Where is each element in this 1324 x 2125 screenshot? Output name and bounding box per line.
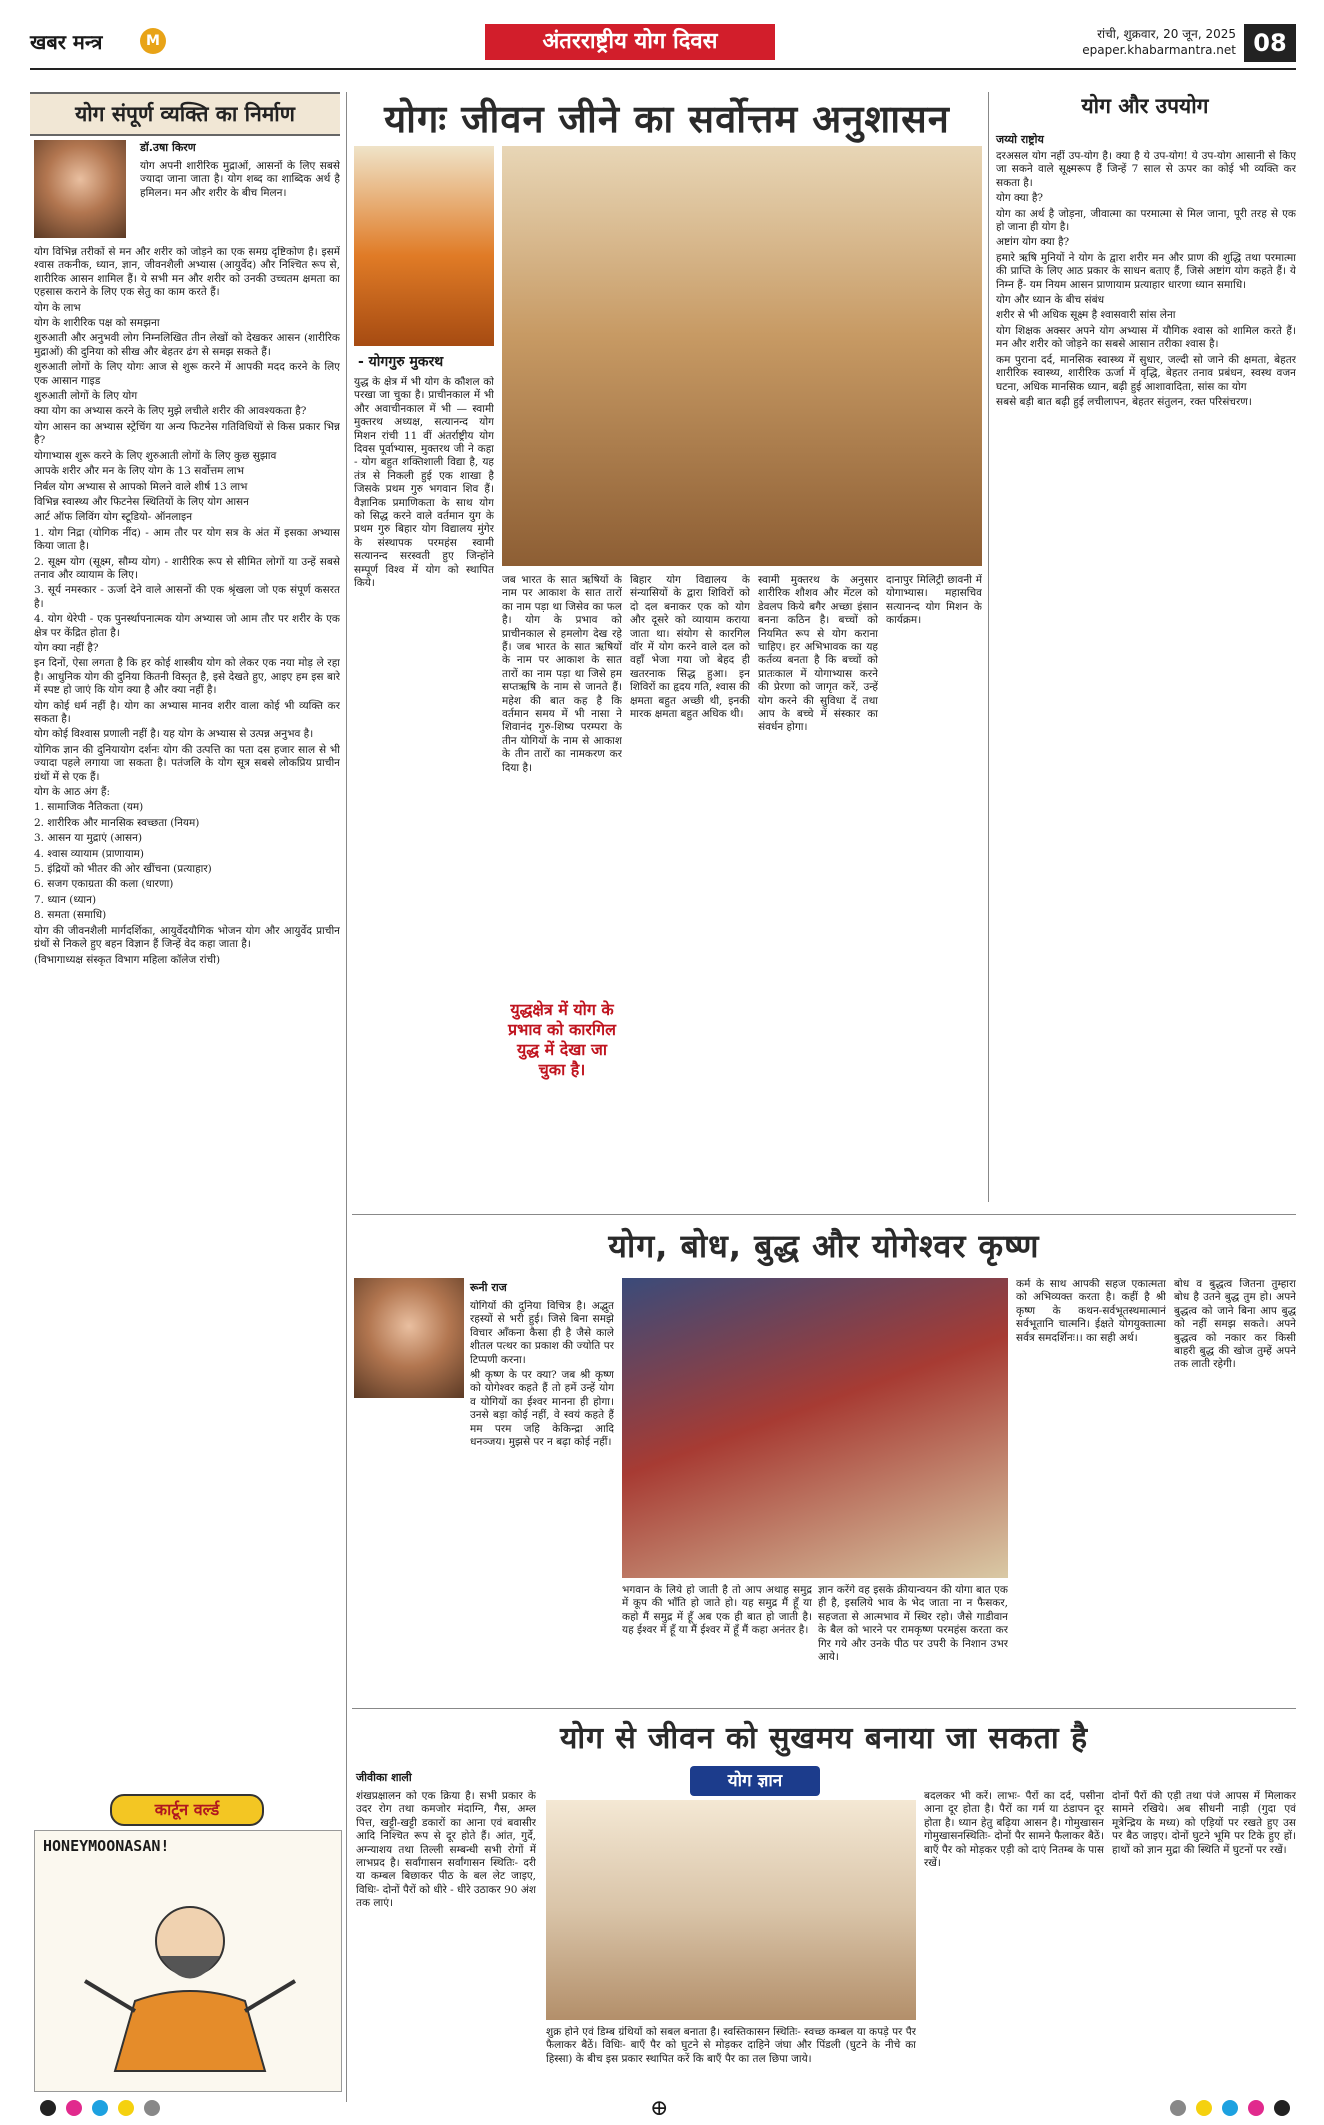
paragraph: 3. सूर्य नमस्कार - ऊर्जा देने वाले आसनों की एक श्रृंखला जो एक संपूर्ण कसरत है। — [34, 584, 340, 610]
list-item: 5. इंद्रियों को भीतर की ओर खींचना (प्रत्याहार) — [34, 863, 212, 876]
author-photo — [34, 140, 126, 238]
second-author-photo — [354, 1278, 464, 1398]
paragraph: ज्ञान करेंगे वह इसके क्रीयान्वयन की योगा बात एक ही है, इसलिये भाव के भेद जाता ना न फैसकर, सहजता से आत्मभाव में स्थिर रहो। जैसे गाडीवान के बैल को भारने पर रामकृष्ण परमहंस करता कर गिर गये और उनके पीठ पर उपरी के निशान उभर आये। — [818, 1584, 1008, 1664]
left-author: डॉ.उषा किरण — [140, 141, 196, 154]
list-item: 2. शारीरिक और मानसिक स्वच्छता (नियम) — [34, 816, 200, 829]
yoga-gyan-badge: योग ज्ञान — [690, 1766, 820, 1796]
newspaper-logo[interactable]: खबर मन्त्र — [30, 30, 103, 54]
page-number: 08 — [1244, 24, 1296, 62]
paragraph: योगाभ्यास शुरू करने के लिए शुरुआती लोगों के लिए कुछ सुझाव — [34, 449, 277, 462]
paragraph: योग की जीवनशैली मार्गदर्शिका, आयुर्वेदयौगिक भोजन योग और आयुर्वेद प्राचीन ग्रंथों से निकले हुए बहन विज्ञान हैं जिन्हें वेद कहा जाता है। — [34, 924, 340, 951]
paragraph: हमारे ऋषि मुनियों ने योग के द्वारा शरीर मन और प्राण की शुद्धि तथा परमात्मा की प्राप्ति के लिए आठ प्रकार के साधन बताए हैं, जिसे अष्टांग योग कहते हैं। ये निम्न हैं- यम नियम आसन प्राणायाम प्रत्याहार धारणा ध्यान समाधि। — [996, 251, 1296, 291]
second-col-3 — [818, 1584, 1008, 1700]
paragraph: कर्म के साथ आपकी सहज एकात्मता को अभिव्यक्त करता है। कहीं है श्री कृष्ण के कथन-सर्वभूतस्थमात्मानं सर्वभूतानि चात्मनि। ईक्षते योगयुक्तात्मा सर्वत्र समदर्शिनः।। का सही अर्थ। — [1016, 1278, 1166, 1344]
subhead: योग क्या नहीं है? — [34, 641, 99, 654]
photo-credit: दानापुर मिलिट्री छावनी में योगाभ्यास। महासचिव सत्यानन्द योग मिशन के कार्यक्रम। — [886, 574, 982, 627]
third-author: जीवीका शाली — [356, 1771, 412, 1784]
color-dot — [1248, 2100, 1264, 2116]
lead-col-2 — [502, 574, 622, 994]
subhead: योग क्या है? — [996, 192, 1044, 205]
color-dot — [1196, 2100, 1212, 2116]
color-registration-left — [40, 2100, 160, 2116]
third-col-4 — [1112, 1790, 1296, 2090]
yoga-guru-photo — [354, 146, 494, 346]
section-divider — [352, 1214, 1296, 1215]
lead-col-1 — [354, 376, 494, 1206]
subhead: योग के आठ अंग हैं: — [34, 786, 111, 799]
color-dot — [1222, 2100, 1238, 2116]
paragraph: क्या योग का अभ्यास करने के लिए मुझे लचीले शरीर की आवश्यकता है? — [34, 405, 307, 418]
list-item: 4. श्वास व्यायाम (प्राणायाम) — [34, 847, 144, 860]
second-col-2 — [622, 1584, 812, 1700]
second-headline: योग, बोध, बुद्ध और योगेश्वर कृष्ण — [608, 1227, 1040, 1265]
paragraph: 1. योग निद्रा (योगिक नींद) - आम तौर पर योग सत्र के अंत में इसका अभ्यास किया जाता है। — [34, 526, 340, 553]
list-item: 3. आसन या मुद्राएं (आसन) — [34, 832, 143, 845]
paragraph: विभिन्न स्वास्थ्य और फिटनेस स्थितियों के लिए योग आसन — [34, 495, 249, 508]
dateline — [1082, 26, 1236, 58]
right-column-title: योग और उपयोग — [1081, 94, 1209, 118]
paragraph: योग कोई विश्वास प्रणाली नहीं है। यह योग के अभ्यास से उत्पन्न अनुभव है। — [34, 728, 314, 741]
subhead: शरीर से भी अधिक सूक्ष्म है श्वासवारी सांस लेना — [996, 309, 1176, 322]
paragraph: इन दिनों, ऐसा लगता है कि हर कोई शास्त्रीय योग को लेकर एक नया मोड़ ले रहा है। आधुनिक योग की दुनिया कितनी विस्तृत है, इसे देखते हुए, आइए हम इस बारे में स्पष्ट हो जाएं कि योग क्या है और क्या नहीं है। — [34, 657, 340, 697]
color-dot — [66, 2100, 82, 2116]
author-note: (विभागाध्यक्ष संस्कृत विभाग महिला कॉलेज रांची) — [34, 953, 221, 966]
paragraph: शुक्र होने एवं डिम्ब ग्रंथियों को सबल बनाता है। स्वस्तिकासन स्थितिः- स्वच्छ कम्बल या कपड़े पर पैर फैलाकर बैठें। विधिः- बाएँ पैर को घुटने से मोड़कर दाहिने जंघा और पिंडली (घुटने के नीचे का हिस्सा) के बीच इस प्रकार स्थापित करें कि बाएँ पैर का तल छिपा जाये। — [546, 2026, 916, 2065]
paragraph: 2. सूक्ष्म योग (सूक्ष्म, सौम्य योग) - शारीरिक रूप से सीमित लोगों या उन्हें सबसे तनाव और व्यायाम के लिए। — [34, 555, 340, 581]
color-dot — [1274, 2100, 1290, 2116]
cartoon-figure-icon — [75, 1871, 305, 2081]
paragraph: शुरुआती लोगों के लिए योगः आज से शुरू करने में आपकी मदद करने के लिए एक आसान गाइड — [34, 361, 340, 387]
paragraph: शुरुआती लोगों के लिए योग — [34, 390, 138, 403]
paragraph: बिहार योग विद्यालय के संन्यासियों के द्वारा शिविरों को दो दल बनाकर एक को योग और दूसरे को व्यायाम कराया जाता था। संयोग से कारगिल वॉर में योग करने वाले दल को वहाँ भेजा गया जो बेहद ही खतरनाक सिद्ध हुआ। इन शिविरों का हृदय गति, श्वास की क्षमता बहुत अच्छी थी, इनकी मारक क्षमता बहुत अधिक थी। — [630, 574, 750, 721]
column-divider — [988, 92, 989, 1202]
subhead: योग और ध्यान के बीच संबंध — [996, 294, 1105, 307]
paragraph: 4. योग थेरेपी - एक पुनर्स्थापनात्मक योग अभ्यास जो आम तौर पर शरीर के एक क्षेत्र पर केंद्रित होता है। — [34, 613, 340, 639]
paragraph: भगवान के लिये हो जाती है तो आप अथाह समुद्र में कूप की भाँति हो जाते हो। यह समुद्र मैं हूँ या कहो मैं समुद्र में हूँ अब एक ही बात हो जाती है। यह ईश्वर में हूँ या मैं ईश्वर में हूँ मैं कहा अनंतर है। — [622, 1584, 812, 1637]
lead-photo-yoga-session — [502, 146, 982, 566]
paragraph: श्री कृष्ण के पर क्या? जब श्री कृष्ण को योगेश्वर कहते हैं तो हमें उन्हें योग व योगियों का ईश्वर मानना ही होगा। उनसे बड़ा कोई नहीं, वे स्वयं कहते हैं मम परम जहि केकिन्द्रा आदि धनञ्जय। मुझसे पर न बढ़ा कोई नहीं। — [470, 1369, 614, 1449]
color-dot — [92, 2100, 108, 2116]
left-intro — [140, 160, 340, 240]
paragraph: दोनों पैरों की एड़ी तथा पंजे आपस में मिलाकर सामने रखिये। अब सीधनी नाड़ी (गुदा एवं मूत्रेन्द्रिय के मध्य) को एड़ियों पर रखते हुए उस पर बैठ जाइए। दोनों घुटने भूमि पर टिके हुए हों। हाथों को ज्ञान मुद्रा की स्थिति में घुटनों पर रखें। — [1112, 1790, 1296, 1856]
lead-headline: योगः जीवन जीने का सर्वोत्तम अनुशासन — [384, 97, 950, 141]
second-photo-yoga-crowd — [622, 1278, 1008, 1578]
right-author: जय्यो राष्ट्रोय — [996, 133, 1044, 146]
list-item: 6. सजग एकाग्रता की कला (धारणा) — [34, 878, 174, 891]
color-dot — [144, 2100, 160, 2116]
logo-mark-icon: M — [140, 28, 166, 54]
paragraph: जब भारत के सात ऋषियों के नाम पर आकाश के सात तारों का नाम पड़ा था जिसेव का फल है। योग के प्रभाव को प्राचीनकाल से हमलोग देख रहे हैं। जब भारत के सात ऋषियों के नाम पर आकाश के सात तारों का नाम पड़ा था जिसे हम सप्तऋषि के नाम से जानते हैं। महेश की बात कह है कि वर्तमान समय में भी नासा ने शिवानंद गुरु-शिष्य परम्परा के तीन योगियों के नाम से आकाश के तीन तारों का नामकरण कर दिया है। — [502, 574, 622, 774]
paragraph: युद्ध के क्षेत्र में भी योग के कौशल को परखा जा चुका है। प्राचीनकाल में भी और अवाचीनकाल में भी — स्वामी मुक्तरथ अध्यक्ष, सत्यानन्द योग मिशन रांची 11 वीं अंतर्राष्ट्रीय योग दिवस पूर्वाभ्यास, मुक्तरथ जी ने कहा - योग बहुत शक्तिशाली विद्या है, यह तंत्र से निकली हुई एक शाखा है जिसके प्रथम गुरु भगवान शिव हैं। वैज्ञानिक प्रमाणिकता के साथ योग को सिद्ध करने वाले वर्तमान युग के प्रथम गुरु बिहार योग विद्यालय मुंगेर के संस्थापक परमहंस स्वामी सत्यानन्द सरस्वती हुए जिन्होंने सम्पूर्ण विश्व में योग को स्थापित किये। — [354, 376, 494, 590]
paragraph: निर्बल योग अभ्यास से आपको मिलने वाले शीर्ष 13 लाभ — [34, 480, 248, 493]
lead-credits — [886, 574, 982, 1214]
paragraph: सबसे बड़ी बात बढ़ी हुई लचीलापन, बेहतर संतुलन, रक्त परिसंचरण। — [996, 395, 1252, 408]
paragraph: बदलकर भी करें। लाभः- पैरों का दर्द, पसीना आना दूर होता है। पैरों का गर्म या ठंडापन दूर होता है। ध्यान हेतु बढ़िया आसन है। गोमुखासन गोमुखासनस्थितिः- दोनों पैर सामने फैलाकर बैठें। बाएँ पैर को मोड़कर एड़ी को दाएं नितम्ब के पास रखें। — [924, 1790, 1104, 1870]
paragraph: स्वामी मुक्तरथ के अनुसार शारीरिक शौशव और मेंटल को डेवलप किये बगैर अच्छा इंसान बनना कठिन है। बच्चों को नियमित रूप से योग कराना चाहिए। हर अभिभावक का यह कर्तव्य बनता है कि बच्चों को प्रातःकाल में योगाभ्यास करने की प्रेरणा को जागृत करें, उन्हें योग करने की सुविधा दें तथा आप के बच्चे में संस्कार का संवर्धन होगा। — [758, 574, 878, 734]
list-item: 8. समता (समाधि) — [34, 909, 107, 922]
paragraph: योग कोई धर्म नहीं है। योग का अभ्यास मानव शरीर वाला कोई भी व्यक्ति कर सकता है। — [34, 699, 340, 725]
color-dot — [40, 2100, 56, 2116]
paragraph: योगिक ज्ञान की दुनियायोग दर्शनः योग की उत्पत्ति का पता दस हजार साल से भी ज्यादा पहले लगाया जा सकता है। पतंजलि के योग सूत्र सबसे लोकप्रिय प्राचीन ग्रंथों में से एक हैं। — [34, 743, 340, 783]
lead-byline: - योगगुरु मुकरथ — [358, 354, 444, 370]
paragraph: शुरुआती और अनुभवी लोग निम्नलिखित तीन लेखों को देखकर आसन (शारीरिक मुद्राओं) की दुनिया को सीख और बेहतर ढंग से समझ सकते हैं। — [34, 332, 340, 358]
third-col-3 — [924, 1790, 1104, 2090]
color-registration-right — [1170, 2100, 1290, 2116]
cartoon-badge: कार्टून वर्ल्ड — [110, 1794, 264, 1826]
paragraph: योग अपनी शारीरिक मुद्राओं, आसनों के लिए सबसे ज्यादा जाना जाता है। योग शब्द का शाब्दिक अर्थ है हमिलन। मन और शरीर के बीच मिलन। — [140, 160, 340, 199]
third-col-1 — [356, 1790, 536, 2090]
subhead: अष्टांग योग क्या है? — [996, 236, 1070, 249]
second-col-5 — [1174, 1278, 1296, 1698]
paragraph: आपके शरीर और मन के लिए योग के 13 सर्वोत्तम लाभ — [34, 465, 244, 478]
paragraph: आर्ट ऑफ लिविंग योग स्टूडियो- ऑनलाइन — [34, 511, 193, 524]
color-dot — [1170, 2100, 1186, 2116]
paragraph: योग का अर्थ है जोड़ना, जीवात्मा का परमात्मा से मिल जाना, पूरी तरह से एक हो जाना ही योग है। — [996, 207, 1296, 234]
subhead: योग के लाभ — [34, 301, 81, 314]
third-headline: योग से जीवन को सुखमय बनाया जा सकता है — [559, 1721, 1089, 1756]
paragraph: शंखप्रक्षालन को एक क्रिया है। सभी प्रकार के उदर रोग तथा कमजोर मंदाग्नि, गैस, अम्ल पित्त, खट्टी-खट्टी डकारों का आना एवं बवासीर आदि निश्चित रूप से दूर होते हैं। आंत, गुर्दे, अग्न्याशय तथा तिल्ली सम्बन्धी सभी रोगों में लाभप्रद है। सर्वांगासन सर्वांगासन स्थितिः- दरी या कम्बल बिछाकर पीठ के बल लेट जाइए, विधिः- दोनों पैरों को धीरे - धीरे उठाकर 90 अंश तक लाएं। — [356, 1790, 536, 1910]
paragraph: योग विभिन्न तरीकों से मन और शरीर को जोड़ने का एक समग्र दृष्टिकोण है। इसमें श्वास तकनीक, ध्यान, ज्ञान, जीवनशैली अभ्यास (आयुर्वेद) और निश्चित रूप से, शारीरिक आसन शामिल हैं। ये सभी मन और शरीर को उनकी उच्चतम क्षमता का एहसास कराने के लिए एक सेतु का काम करते हैं। — [34, 246, 340, 299]
lead-col-3 — [630, 574, 750, 1214]
left-article-body — [34, 246, 340, 1766]
second-col-1 — [470, 1300, 614, 1700]
subhead: योग के शारीरिक पक्ष को समझना — [34, 317, 160, 330]
list-item: 7. ध्यान (ध्यान) — [34, 893, 97, 906]
third-photo-yoga-class — [546, 1800, 916, 2020]
paragraph: कम पुराना दर्द, मानसिक स्वास्थ्य में सुधार, जल्दी सो जाने की क्षमता, बेहतर शारीरिक स्वास्थ्य, शारीरिक ऊर्जा में वृद्धि, बेहतर तनाव प्रबंधन, स्वस्थ वजन घटना, अधिक मानसिक ध्यान, बढ़ी हुई आशावादिता, सांस का योग — [996, 353, 1296, 393]
paragraph: दरअसल योग नहीं उप-योग है। क्या है ये उप-योग! ये उप-योग आसानी से किए जा सकने वाले सूक्ष्मरूप हैं जिन्हें 7 साल से ऊपर का कोई भी व्यक्ति कर सकता है। — [996, 150, 1296, 189]
section-divider — [352, 1708, 1296, 1709]
third-col-2 — [546, 2026, 916, 2092]
right-article-body — [996, 150, 1296, 1190]
list-item: 1. सामाजिक नैतिकता (यम) — [34, 801, 144, 814]
paragraph: योगियों की दुनिया विचित्र है। अद्भुत रहस्यों से भरी हुई। जिसे बिना समझे विचार आँकना कैसा ही है जैसे काले शीतल पत्थर का प्रकाश की ज्योति पर टिप्पणी करना। — [470, 1300, 614, 1366]
cartoon-caption: HONEYMOONASAN! — [43, 1837, 170, 1855]
masthead — [30, 22, 1296, 70]
left-column-title: योग संपूर्ण व्यक्ति का निर्माण — [30, 92, 340, 136]
paragraph: बोध व बुद्धत्व जितना तुम्हारा बोध है उतने बुद्ध तुम हो। अपने बुद्धत्व को जाने बिना आप बुद्ध को नहीं समझ सकते। अपने बुद्धत्व को नकार कर किसी बाहरी बुद्ध की खोज तुम्हें अपने तक लाती रहेगी। — [1174, 1278, 1296, 1371]
epaper-link[interactable]: epaper.khabarmantra.net — [1082, 43, 1236, 57]
lead-col-4 — [758, 574, 878, 1214]
column-divider — [346, 92, 347, 2102]
lead-pull-quote: युद्धक्षेत्र में योग के प्रभाव को कारगिल युद्ध में देखा जा चुका है। — [508, 1000, 616, 1079]
color-dot — [118, 2100, 134, 2116]
paragraph: योग आसन का अभ्यास स्ट्रेचिंग या अन्य फिटनेस गतिविधियों से किस प्रकार भिन्न है? — [34, 420, 340, 447]
registration-mark-icon: ⊕ — [650, 2096, 669, 2121]
date-text: रांची, शुक्रवार, 20 जून, 2025 — [1097, 27, 1236, 41]
second-col-4 — [1016, 1278, 1166, 1698]
section-banner: अंतरराष्ट्रीय योग दिवस — [485, 24, 775, 60]
second-author: रूनी राज — [470, 1281, 507, 1294]
paragraph: योग शिक्षक अक्सर अपने योग अभ्यास में यौगिक श्वास को शामिल करते हैं। मन और शरीर को जोड़ने का सबसे आसान तरीका श्वास है। — [996, 324, 1296, 351]
cartoon-panel — [34, 1830, 342, 2092]
